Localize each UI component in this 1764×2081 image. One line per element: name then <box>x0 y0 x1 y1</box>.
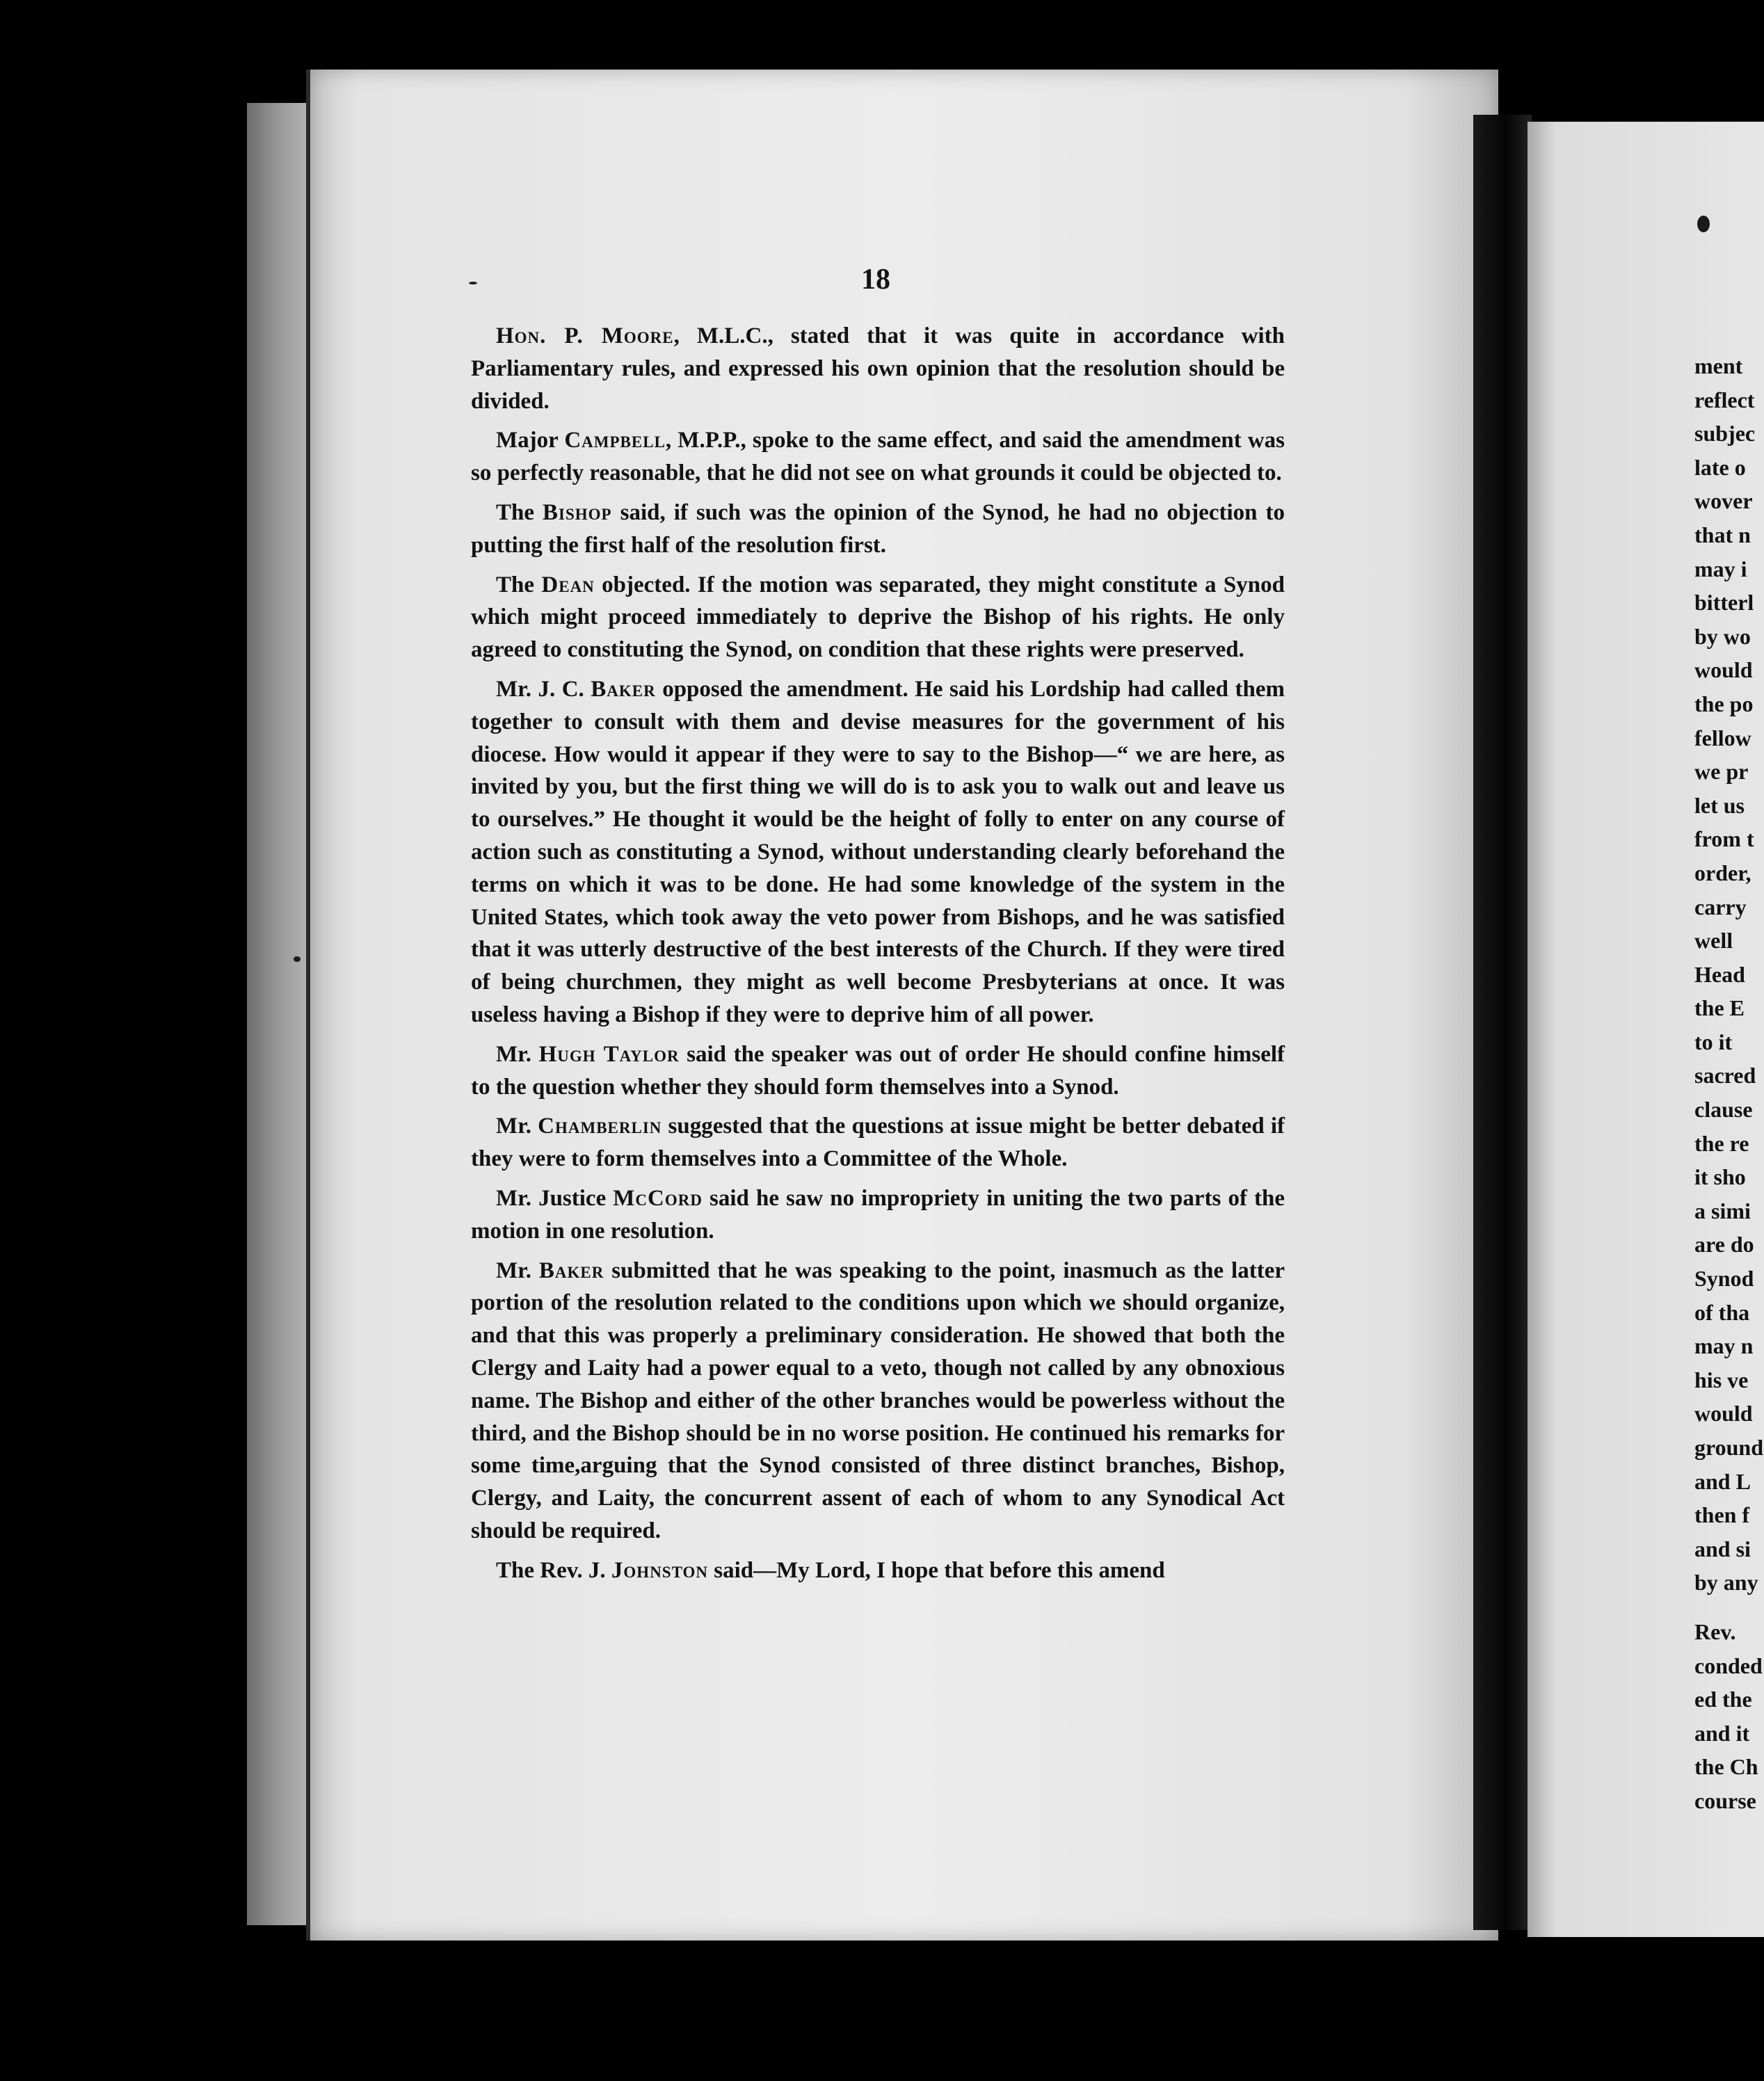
paragraph-bishop <box>471 497 1285 562</box>
page-number: 18 <box>861 264 890 296</box>
paragraph-chamberlin <box>471 1110 1285 1175</box>
facing-page-line: the Ch <box>1694 1754 1758 1780</box>
facing-page-line: sacred <box>1694 1063 1756 1088</box>
facing-page-line: we pr <box>1694 759 1749 785</box>
speaker-prefix: The <box>496 499 543 525</box>
facing-page-line: his ve <box>1694 1367 1749 1392</box>
facing-page-line: and L <box>1694 1468 1751 1494</box>
speaker-name: Johnston <box>611 1557 709 1583</box>
facing-page-line: are do <box>1694 1232 1754 1258</box>
paragraph-body: said he saw no impropriety in uniting the two parts of the motion in one resolution. <box>471 1185 1285 1244</box>
facing-page-line: fellow <box>1694 725 1751 750</box>
facing-page-line: from t <box>1694 826 1754 852</box>
facing-page-line: and it <box>1694 1720 1750 1746</box>
facing-page-line: Head <box>1694 961 1745 987</box>
facing-page-line: well <box>1694 928 1733 954</box>
speaker-name: Baker <box>538 1258 604 1283</box>
speaker-prefix: Major <box>496 428 565 453</box>
facing-page-line: it sho <box>1694 1164 1746 1190</box>
paragraph-baker <box>471 673 1285 1031</box>
paragraph-body: said, if such was the opinion of the Synod, he had no objection to putting the first half of the resolution first. <box>471 499 1285 558</box>
facing-page-line: Synod <box>1694 1266 1754 1292</box>
facing-page-line: ground <box>1694 1435 1764 1460</box>
print-speck <box>294 956 300 962</box>
facing-page-line: by any <box>1694 1570 1758 1596</box>
facing-page-line: clause <box>1694 1097 1753 1123</box>
speaker-prefix: Mr. Justice <box>496 1185 614 1211</box>
facing-page-line: reflect <box>1694 387 1755 412</box>
speaker-name: Bishop <box>543 499 612 525</box>
speaker-name: Dean <box>541 572 595 597</box>
book-gutter <box>1473 115 1532 1930</box>
speaker-prefix: The <box>496 572 542 597</box>
paragraph-body: opposed the amendment. He said his Lordship had called them together to consult with them and devise measures for the government of his diocese. How would it appear if they were to say to the Bishop—“ we are here, as invited by you, but the first thing we will do is to ask you to walk out and leave us to ourselves.” He thought it would be the height of folly to enter on any course of action such as constituting a Synod, without understanding clearly beforehand the terms on which it was to be done. He had some knowledge of the system in the United States, which took away the veto power from Bishops, and he was satisfied that it was utterly destructive of the best interests of the Church. If they were tired of being churchmen, they might as well become Presbyterians at once. It was useless having a Bishop if they were to deprive him of all power. <box>471 676 1285 1027</box>
facing-page-line: the po <box>1694 691 1754 716</box>
paragraph-campbell <box>471 424 1285 490</box>
speaker-name: Hon. P. Moore <box>496 323 674 348</box>
facing-page-line: ed the <box>1694 1687 1752 1712</box>
facing-page-line: order, <box>1694 860 1751 885</box>
facing-page-line: Rev. <box>1694 1618 1736 1644</box>
speaker-name: Campbell <box>564 428 666 453</box>
facing-page-line: then f <box>1694 1502 1750 1528</box>
paragraph-body: , M.L.C., stated that it was quite in accordance with Parliamentary rules, and expressed his own opinion that the resolution should be divided. <box>471 323 1285 414</box>
facing-page-line: late o <box>1694 454 1746 480</box>
facing-page-line: may n <box>1694 1333 1754 1359</box>
speaker-prefix: Mr. <box>496 1258 539 1283</box>
paragraph-johnston <box>471 1554 1285 1587</box>
facing-page-line: would <box>1694 657 1753 683</box>
facing-page-line: carry <box>1694 894 1747 919</box>
paragraph-body: objected. If the motion was separated, they might constitute a Synod which might proceed immediately to deprive the Bishop of his rights. He only agreed to constituting the Synod, on condition that these rights were preserved. <box>471 572 1285 663</box>
facing-page-line: would <box>1694 1401 1753 1427</box>
speaker-name: McCord <box>613 1185 703 1211</box>
speaker-name: Chamberlin <box>538 1114 662 1139</box>
speaker-name: Baker <box>591 676 656 702</box>
facing-page-line: subjec <box>1694 421 1756 447</box>
paragraph-baker-2 <box>471 1255 1285 1548</box>
paragraph-body: , M.P.P., spoke to the same effect, and said the amendment was so perfectly reasonable, that he did not see on what grounds it could be objected to. <box>471 428 1285 486</box>
facing-page-text <box>1694 349 1764 1818</box>
facing-page-line: wover <box>1694 488 1753 514</box>
facing-page-line: conded <box>1694 1653 1763 1678</box>
paragraph-mccord <box>471 1182 1285 1248</box>
print-speck <box>1697 216 1710 232</box>
facing-page-line: and si <box>1694 1536 1751 1561</box>
paragraph-body: said the speaker was out of order He should confine himself to the question whether they should form themselves into a Synod. <box>471 1041 1285 1100</box>
speaker-prefix: Mr. J. C. <box>496 676 591 702</box>
speaker-name: Hugh Taylor <box>538 1041 680 1067</box>
page-text <box>471 320 1285 1593</box>
print-speck <box>469 282 477 284</box>
facing-page-line: bitterl <box>1694 590 1754 616</box>
facing-page-line: that n <box>1694 522 1751 547</box>
facing-page-line: by wo <box>1694 623 1751 649</box>
paragraph-dean <box>471 569 1285 666</box>
facing-page-line: course <box>1694 1787 1756 1813</box>
paragraph-taylor <box>471 1038 1285 1104</box>
speaker-prefix: The Rev. J. <box>496 1557 611 1583</box>
facing-page-line: ment <box>1694 353 1743 378</box>
facing-page-line: a simi <box>1694 1198 1751 1223</box>
facing-page-line: let us <box>1694 792 1745 818</box>
facing-page-line: the re <box>1694 1130 1749 1156</box>
facing-page-line: to it <box>1694 1029 1733 1054</box>
paragraph-gap <box>1694 1600 1764 1615</box>
paragraph-body: said—My Lord, I hope that before this amend <box>708 1557 1165 1583</box>
facing-page-line: the E <box>1694 995 1745 1021</box>
speaker-prefix: Mr. <box>496 1041 539 1067</box>
paragraph-body: submitted that he was speaking to the point, inasmuch as the latter portion of the resolution related to the conditions upon which we should organize, and that this was properly a preliminary consideration. He showed that both the Clergy and Laity had a power equal to a veto, though not called by any obnoxious name. The Bishop and either of the other branches would be powerless without the third, and the Bishop should be in no worse position. He continued his remarks for some time,arguing that the Synod consisted of three distinct branches, Bishop, Clergy, and Laity, the concurrent assent of each of whom to any Synodical Act should be required. <box>471 1258 1285 1543</box>
facing-page-line: may i <box>1694 556 1747 581</box>
paragraph-moore <box>471 320 1285 417</box>
facing-page-line: of tha <box>1694 1299 1750 1325</box>
speaker-prefix: Mr. <box>496 1114 538 1139</box>
paragraph-body: suggested that the questions at issue might be better debated if they were to form themselves into a Committee of the Whole. <box>471 1114 1285 1172</box>
